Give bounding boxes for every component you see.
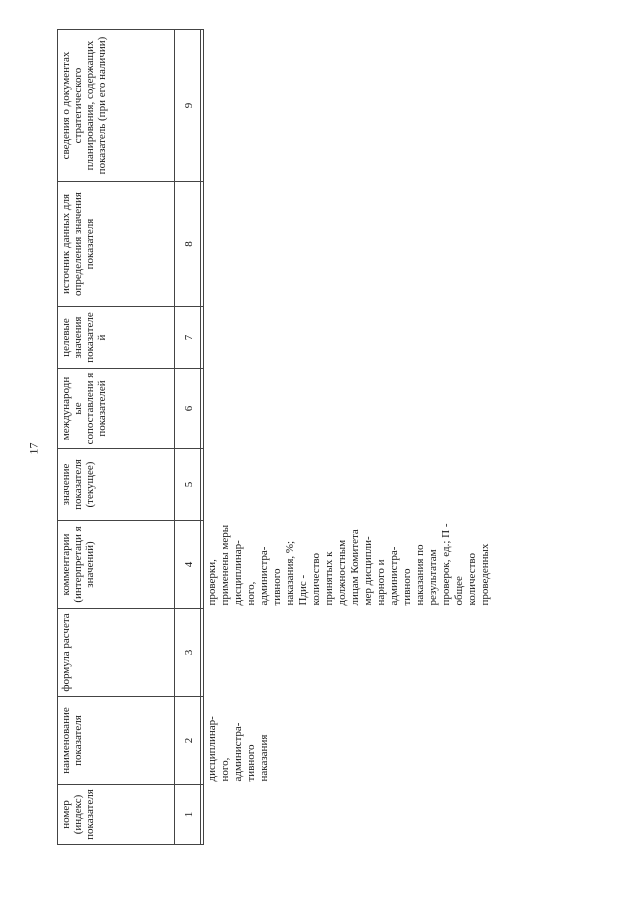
cell-current-value [204, 449, 509, 521]
column-number: 9 [175, 30, 204, 182]
header-cell-documents: сведения о документах стратегического планирования, содержащих показатель (при его наличии) [58, 30, 175, 182]
rotated-table-container [57, 30, 612, 845]
cell-target [204, 307, 509, 369]
column-number: 6 [175, 369, 204, 449]
column-number: 4 [175, 521, 204, 609]
column-number-row [175, 30, 204, 845]
page-number: 17 [26, 442, 41, 455]
header-cell-current-value: значение показателя (текущее) [58, 449, 175, 521]
header-cell-index: номер (индекс) показателя [58, 785, 175, 845]
header-cell-target: целевые значения показателе й [58, 307, 175, 369]
header-cell-formula: формула расчета [58, 609, 175, 697]
cell-formula [204, 609, 509, 697]
table-row [204, 30, 509, 845]
header-cell-comments: комментарии (интерпретаци я значений) [58, 521, 175, 609]
column-number: 7 [175, 307, 204, 369]
indicator-table [57, 29, 508, 845]
column-number: 2 [175, 697, 204, 785]
column-number: 1 [175, 785, 204, 845]
header-cell-international: международн ые сопоставлени я показателей [58, 369, 175, 449]
cell-index [204, 785, 509, 845]
column-number: 5 [175, 449, 204, 521]
header-cell-source: источник данных для определения значения показателя [58, 182, 175, 307]
column-number: 3 [175, 609, 204, 697]
cell-comments: проверки, применены меры дисциплинар-ного, администра-тивного наказания, %; Пдис - количество принятых к должностным лицам Комитета мер дисципли-нарного и администра-тивного наказания по результатам проверок, ед.; П - общее количество проведенных [206, 523, 491, 606]
header-row [58, 30, 175, 845]
cell-international [204, 369, 509, 449]
cell-source [204, 182, 509, 307]
column-number: 8 [175, 182, 204, 307]
cell-documents [204, 30, 509, 182]
cell-indicator-name: дисциплинар-ного, администра-тивного наказания [206, 716, 270, 782]
header-cell-name: наименование показателя [58, 697, 175, 785]
